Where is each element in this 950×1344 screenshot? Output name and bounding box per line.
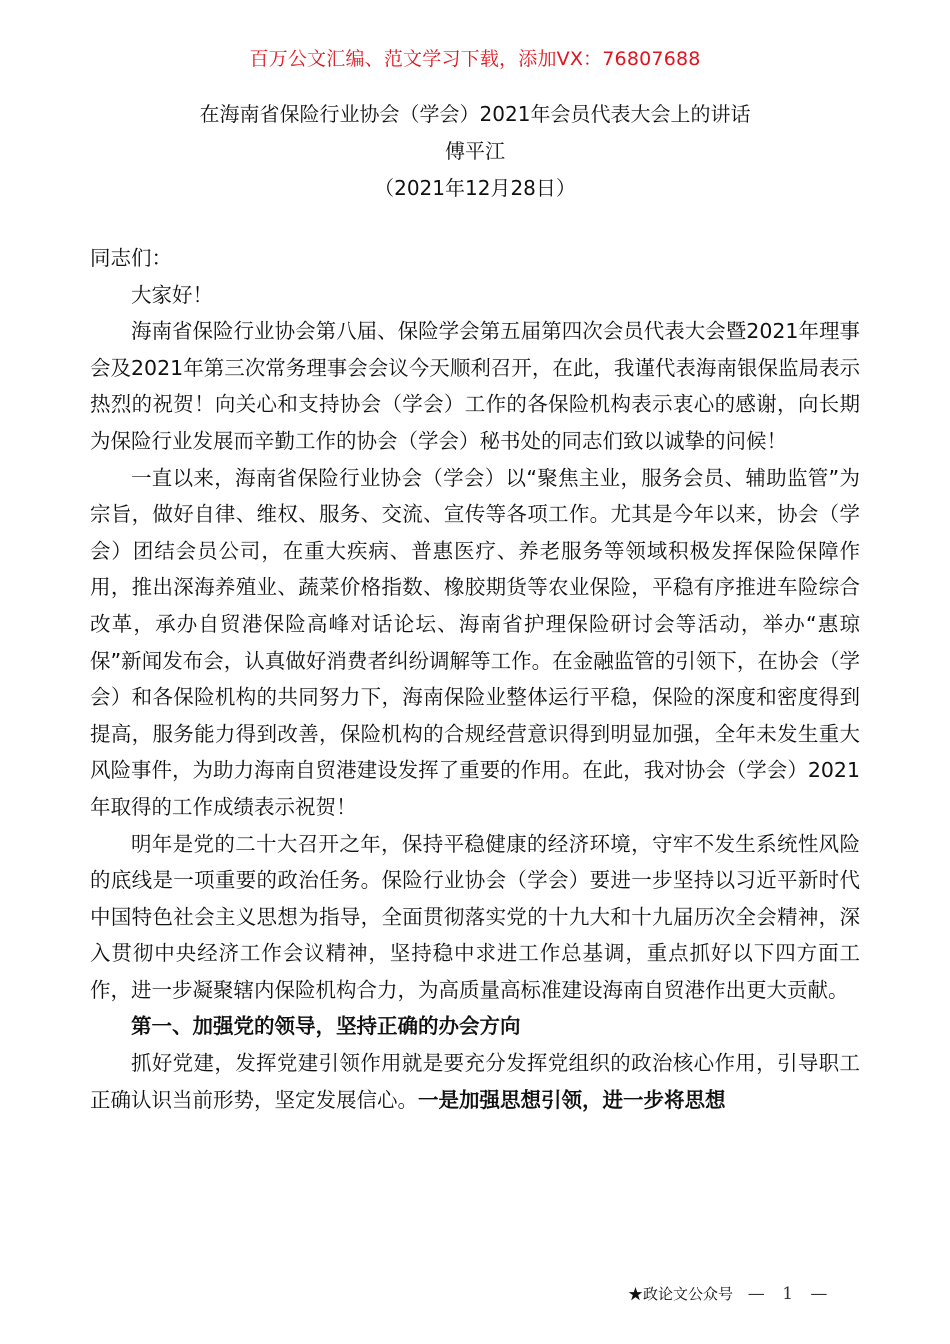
section-heading: 第一、加强党的领导，坚持正确的办会方向 — [131, 1014, 521, 1039]
paragraph-bold-text: 一是加强思想引领，进一步将思想 — [418, 1087, 726, 1112]
footer-source: ★政论文公众号 — [628, 1285, 734, 1303]
paragraph: 明年是党的二十大召开之年，保持平稳健康的经济环境，守牢不发生系统性风险的底线是一项重要的政治任务。保险行业协会（学会）要进一步坚持以习近平新时代中国特色社会主义思想为指导，全面贯彻落实党的十九大和十九届历次全会精神，深入贯彻中央经济工作会议精神，坚持稳中求进工作总基调，重点抓好以下四方面工作，进一步凝聚辖内保险机构合力，为高质量高标准建设海南自贸港作出更大贡献。 — [90, 831, 860, 1002]
document-title: 在海南省保险行业协会（学会）2021年会员代表大会上的讲话 — [199, 102, 751, 126]
paragraph — [90, 1045, 860, 1118]
page-footer — [628, 1283, 833, 1304]
paragraph: 一直以来，海南省保险行业协会（学会）以“聚焦主业，服务会员、辅助监管”为宗旨，做好自律、维权、服务、交流、宣传等各项工作。尤其是今年以来，协会（学会）团结会员公司，在重大疾病、普惠医疗、养老服务等领域积极发挥保险保障作用，推出深海养殖业、蔬菜价格指数、橡胶期货等农业保险，平稳有序推进车险综合改革，承办自贸港保险高峰对话论坛、海南省护理保险研讨会等活动，举办“惠琼保”新闻发布会，认真做好消费者纠纷调解等工作。在金融监管的引领下，在协会（学会）和各保险机构的共同努力下，海南保险业整体运行平稳，保险的深度和密度得到提高，服务能力得到改善，保险机构的合规经营意识得到明显加强，全年未发生重大风险事件，为助力海南自贸港建设发挥了重要的作用。在此，我对协会（学会）2021年取得的工作成绩表示祝贺！ — [90, 465, 860, 819]
speech-date: （2021年12月28日） — [374, 176, 576, 200]
author-name: 傅平江 — [445, 139, 505, 163]
paragraph: 海南省保险行业协会第八届、保险学会第五届第四次会员代表大会暨2021年理事会及2021年第三次常务理事会会议今天顺利召开，在此，我谨代表海南银保监局表示热烈的祝贺！向关心和支持协会（学会）工作的各保险机构表示衷心的感谢，向长期为保险行业发展而辛勤工作的协会（学会）秘书处的同志们致以诚挚的问候！ — [90, 319, 860, 453]
document-header — [0, 96, 950, 207]
promo-banner: 百万公文汇编、范文学习下载，添加VX：76807688 — [249, 48, 701, 70]
page-number: — 1 — — [747, 1284, 834, 1304]
document-body — [90, 240, 860, 1118]
paragraph-text: 抓好党建，发挥党建引领作用就是要充分发挥党组织的政治核心作用，引导职工正确认识当前形势，坚定发展信心。 — [90, 1051, 860, 1112]
salutation: 同志们： — [90, 246, 172, 270]
greeting: 大家好！ — [131, 282, 213, 307]
